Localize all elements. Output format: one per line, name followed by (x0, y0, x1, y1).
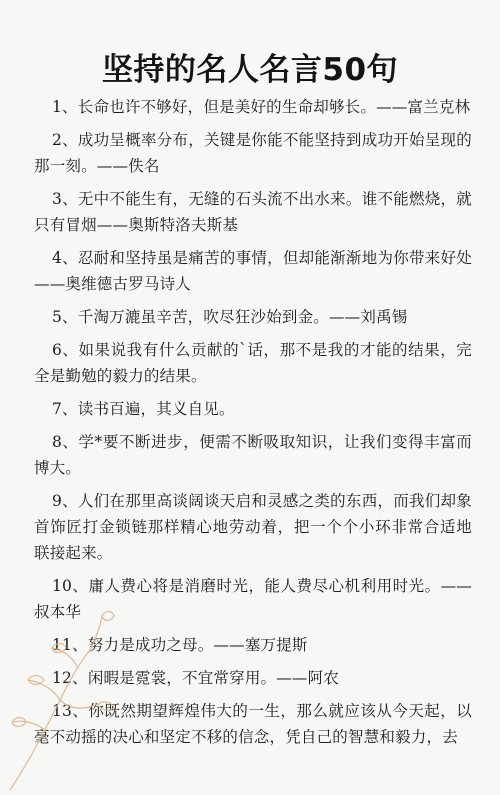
list-item: 2、成功呈概率分布，关键是你能不能坚持到成功开始呈现的那一刻。——佚名 (34, 131, 472, 175)
list-item: 11、努力是成功之母。——塞万提斯 (52, 636, 308, 654)
list-item: 13、你既然期望辉煌伟大的一生，那么就应该从今天起，以毫不动摇的决心和坚定不移的信念，凭自己的智慧和毅力，去 (34, 702, 472, 746)
list-item: 1、长命也许不够好，但是美好的生命却够长。——富兰克林 (52, 98, 471, 116)
list-item: 8、学*要不断进步，便需不断吸取知识，让我们变得丰富而博大。 (34, 433, 472, 477)
list-item: 6、如果说我有什么贡献的`话，那不是我的才能的结果，完全是勤勉的毅力的结果。 (34, 341, 472, 385)
list-item: 5、千淘万漉虽辛苦，吹尽狂沙始到金。——刘禹锡 (52, 308, 408, 326)
list-item: 7、读书百遍，其义自见。 (52, 400, 235, 418)
list-item: 4、忍耐和坚持虽是痛苦的事情，但却能渐渐地为你带来好处——奥维德古罗马诗人 (34, 249, 472, 293)
list-item: 9、人们在那里高谈阔谈天启和灵感之类的东西，而我们却象首饰匠打金锁链那样精心地劳动着，把一个个小环非常合适地联接起来。 (34, 492, 472, 562)
list-item: 3、无中不能生有，无缝的石头流不出水来。谁不能燃烧，就只有冒烟——奥斯特洛夫斯基 (34, 190, 472, 234)
list-item: 12、闲暇是霓裳，不宜常穿用。——阿农 (52, 669, 340, 687)
list-item: 10、庸人费心将是消磨时光，能人费尽心机利用时光。——叔本华 (34, 577, 472, 621)
quote-list (34, 94, 472, 757)
page-title: 坚持的名人名言50句 (101, 52, 399, 88)
